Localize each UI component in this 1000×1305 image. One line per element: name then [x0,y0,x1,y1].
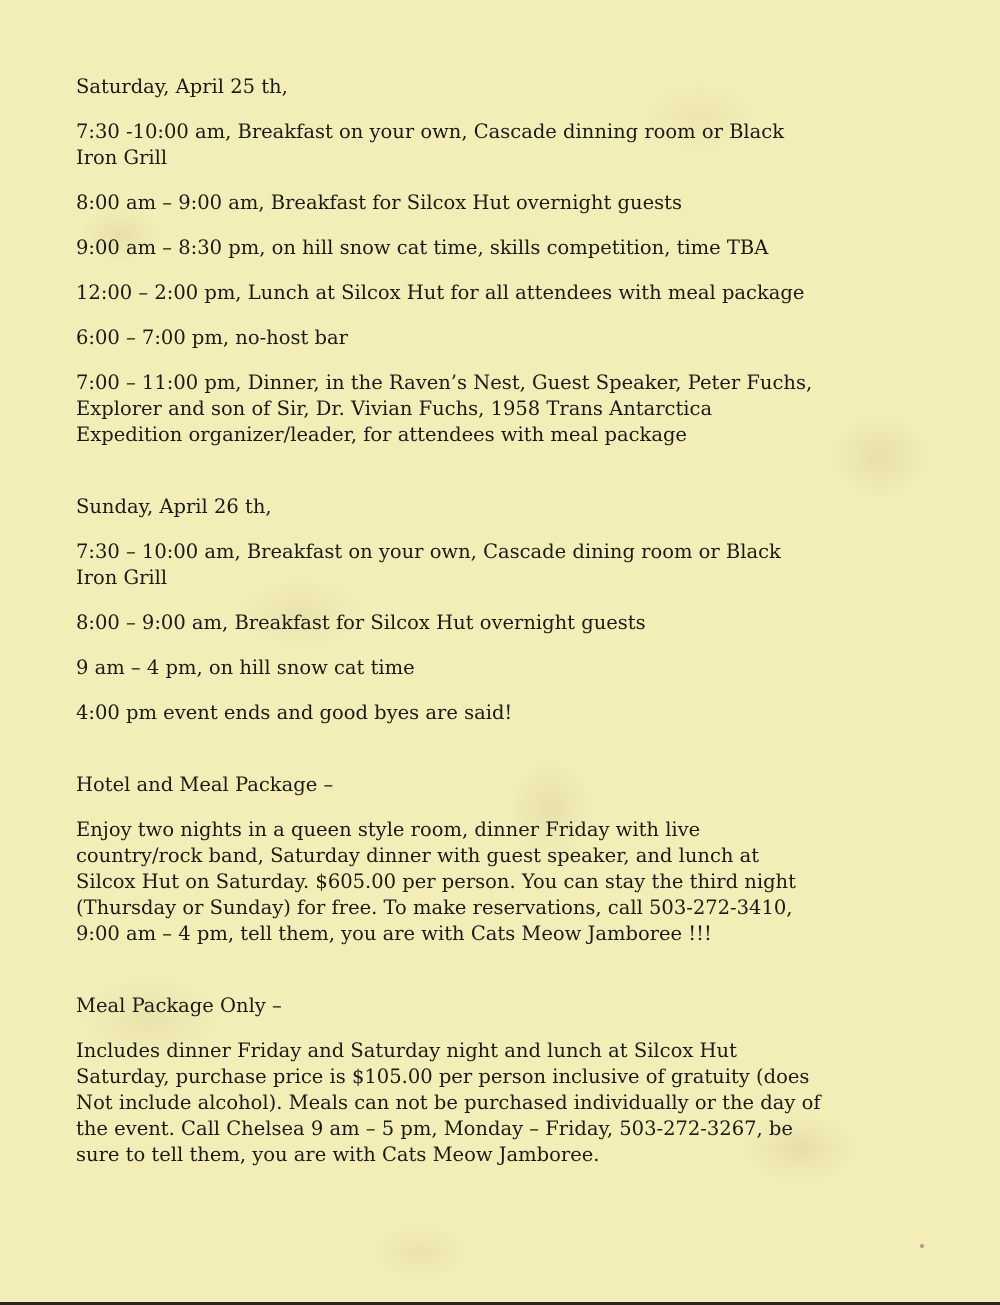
schedule-item-line: Explorer and son of Sir, Dr. Vivian Fuchs, 1958 Trans Antarctica [76,397,713,420]
meal-package-section [76,993,936,1168]
schedule-item-line: 7:30 – 10:00 am, Breakfast on your own, Cascade dining room or Black [76,540,781,563]
schedule-item-line: 6:00 – 7:00 pm, no-host bar [76,326,348,349]
schedule-item [76,119,936,171]
schedule-item-line: 9:00 am – 8:30 pm, on hill snow cat time, skills competition, time TBA [76,236,769,259]
schedule-item [76,610,936,636]
schedule-item [76,370,936,448]
paragraph-line: country/rock band, Saturday dinner with guest speaker, and lunch at [76,844,760,867]
hotel-package-heading: Hotel and Meal Package – [76,773,334,796]
schedule-item [76,700,936,726]
paragraph-line: 9:00 am – 4 pm, tell them, you are with Cats Meow Jamboree !!! [76,922,712,945]
hotel-package-section [76,772,936,947]
schedule-item-line: 9 am – 4 pm, on hill snow cat time [76,656,415,679]
schedule-item-line: 7:30 -10:00 am, Breakfast on your own, Cascade dinning room or Black [76,120,785,143]
meal-package-description [76,1038,936,1168]
paragraph-line: Includes dinner Friday and Saturday night and lunch at Silcox Hut [76,1039,737,1062]
paragraph-line: Enjoy two nights in a queen style room, dinner Friday with live [76,818,701,841]
saturday-section [76,74,936,448]
paragraph-line: the event. Call Chelsea 9 am – 5 pm, Monday – Friday, 503-272-3267, be [76,1117,793,1140]
meal-package-heading: Meal Package Only – [76,994,282,1017]
paragraph-line: (Thursday or Sunday) for free. To make reservations, call 503-272-3410, [76,896,793,919]
paper-speck [920,1244,924,1248]
schedule-item [76,539,936,591]
schedule-item-line: 12:00 – 2:00 pm, Lunch at Silcox Hut for all attendees with meal package [76,281,805,304]
schedule-item-line: Iron Grill [76,566,168,589]
schedule-item [76,325,936,351]
schedule-item [76,655,936,681]
schedule-item-line: 4:00 pm event ends and good byes are said! [76,701,513,724]
paragraph-line: Saturday, purchase price is $105.00 per person inclusive of gratuity (does [76,1065,810,1088]
sunday-section [76,494,936,726]
schedule-item-line: 8:00 – 9:00 am, Breakfast for Silcox Hut overnight guests [76,611,646,634]
hotel-package-description [76,817,936,947]
schedule-item [76,190,936,216]
saturday-heading: Saturday, April 25 th, [76,75,288,98]
schedule-item-line: 7:00 – 11:00 pm, Dinner, in the Raven’s Nest, Guest Speaker, Peter Fuchs, [76,371,813,394]
paragraph-line: sure to tell them, you are with Cats Meow Jamboree. [76,1143,600,1166]
schedule-item [76,280,936,306]
schedule-item-line: Expedition organizer/leader, for attendees with meal package [76,423,687,446]
paragraph-line: Silcox Hut on Saturday. $605.00 per person. You can stay the third night [76,870,796,893]
schedule-item [76,235,936,261]
schedule-item-line: Iron Grill [76,146,168,169]
schedule-document [76,74,936,1168]
sunday-heading: Sunday, April 26 th, [76,495,272,518]
paragraph-line: Not include alcohol). Meals can not be purchased individually or the day of [76,1091,821,1114]
schedule-item-line: 8:00 am – 9:00 am, Breakfast for Silcox Hut overnight guests [76,191,682,214]
